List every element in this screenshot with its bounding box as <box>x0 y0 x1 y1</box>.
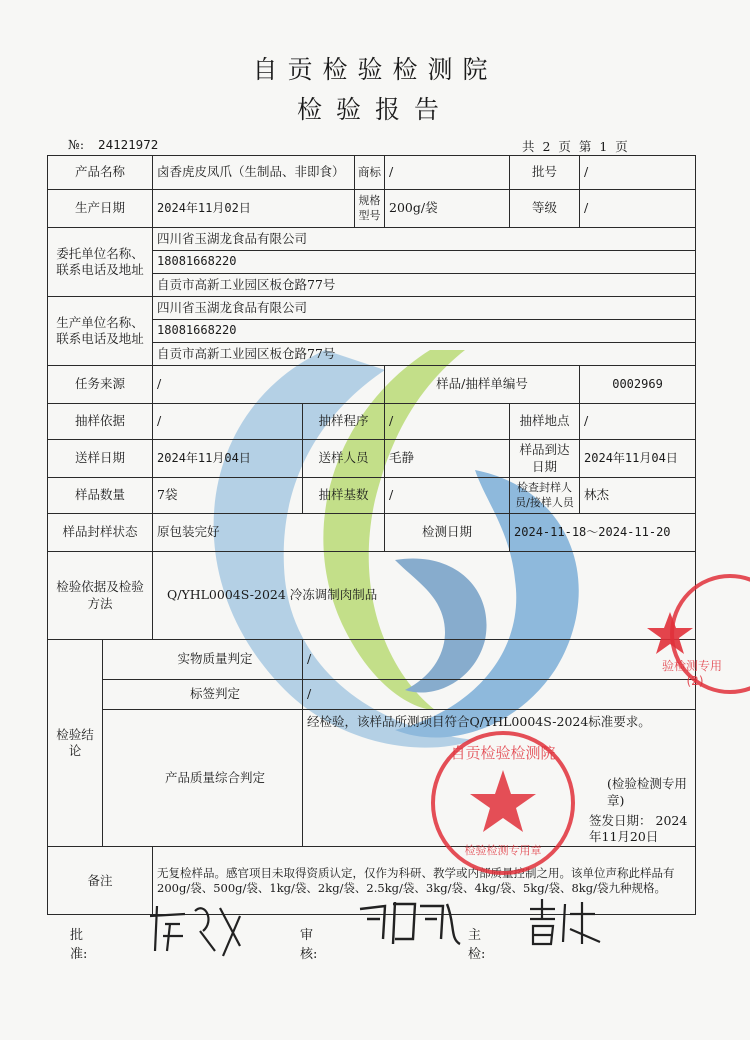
client-phone: 18081668220 <box>153 251 696 274</box>
approve-label: 批准: <box>70 928 88 962</box>
arrival-date-label: 样品到达日期 <box>510 440 580 478</box>
side-stamp <box>630 572 750 702</box>
spec-label: 规格型号 <box>355 190 385 228</box>
task-source-label: 任务来源 <box>48 366 153 404</box>
batch-value: / <box>580 156 696 190</box>
inspection-stamp <box>428 728 578 878</box>
product-name-value: 卤香虎皮凤爪（生制品、非即食） <box>153 156 355 190</box>
approve-signature <box>145 896 245 966</box>
conclusion-label: 检验结论 <box>48 640 103 847</box>
stamp-main-text: 自贡检验检测院 <box>450 744 556 762</box>
physical-quality-label: 实物质量判定 <box>103 640 303 680</box>
sample-no-label: 样品/抽样单编号 <box>385 366 580 404</box>
label-judgement-label: 标签判定 <box>103 680 303 710</box>
producer-name: 四川省玉湖龙食品有限公司 <box>153 297 696 320</box>
method-label: 检验依据及检验方法 <box>48 552 153 640</box>
spec-value: 200g/袋 <box>385 190 510 228</box>
seal-status-label: 样品封样状态 <box>48 514 153 552</box>
table-row <box>48 710 696 847</box>
chief-label: 主检: <box>468 928 486 962</box>
delivery-date-label: 送样日期 <box>48 440 153 478</box>
client-label: 委托单位名称、联系电话及地址 <box>48 228 153 297</box>
seal-status-value: 原包装完好 <box>153 514 385 552</box>
batch-label: 批号 <box>510 156 580 190</box>
report-title: 检验报告 <box>296 95 453 124</box>
table-row <box>48 190 696 228</box>
producer-phone: 18081668220 <box>153 320 696 343</box>
client-address: 自贡市高新工业园区板仓路77号 <box>153 274 696 297</box>
table-row <box>48 680 696 710</box>
table-row <box>48 404 696 440</box>
task-source-value: / <box>153 366 385 404</box>
grade-value: / <box>580 190 696 228</box>
method-value: Q/YHL0004S-2024 冷冻调制肉制品 <box>153 552 696 640</box>
sender-label: 送样人员 <box>303 440 385 478</box>
prod-date-label: 生产日期 <box>48 190 153 228</box>
sampling-site-label: 抽样地点 <box>510 404 580 440</box>
test-date-value: 2024-11-18～2024-11-20 <box>510 514 696 552</box>
test-date-label: 检测日期 <box>385 514 510 552</box>
report-number-label: №: <box>68 137 85 152</box>
report-number <box>68 137 158 152</box>
remarks-label: 备注 <box>48 847 153 915</box>
client-name: 四川省玉湖龙食品有限公司 <box>153 228 696 251</box>
product-name-label: 产品名称 <box>48 156 153 190</box>
remarks-value: 无复检样品。感官项目未取得资质认定，仅作为科研、教学或内部质量控制之用。该单位声称此样品有200g/袋、500g/袋、1kg/袋、2kg/袋、2.5kg/袋、3kg/袋、4kg/袋、5kg/袋、8kg/袋九种规格。 <box>153 847 696 915</box>
delivery-date-value: 2024年11月04日 <box>153 440 303 478</box>
table-row <box>48 478 696 514</box>
physical-quality-value: / <box>303 640 696 680</box>
side-stamp-num: (2) <box>686 674 704 688</box>
sampling-basis-label: 抽样依据 <box>48 404 153 440</box>
overall-judgement-text: 经检验，该样品所测项目符合Q/YHL0004S-2024标准要求。 <box>307 714 651 729</box>
sampling-site-value: / <box>580 404 696 440</box>
institute-title: 自贡检验检测院 <box>252 55 498 84</box>
report-table <box>47 155 696 915</box>
sampling-basis-value: / <box>153 404 303 440</box>
table-row <box>48 156 696 190</box>
sign-date: 签发日期： 2024年11月20日 <box>589 812 688 844</box>
table-row <box>48 514 696 552</box>
side-stamp-text: 验检测专用 <box>661 659 723 673</box>
checker-value: 林杰 <box>580 478 696 514</box>
quantity-value: 7袋 <box>153 478 303 514</box>
producer-label: 生产单位名称、联系电话及地址 <box>48 297 153 366</box>
page-info: 共 2 页 第 1 页 <box>522 139 630 154</box>
report-number-value: 24121972 <box>98 137 159 152</box>
sender-value: 毛静 <box>385 440 510 478</box>
quantity-label: 样品数量 <box>48 478 153 514</box>
review-label: 审核: <box>300 928 318 962</box>
sample-base-label: 抽样基数 <box>303 478 385 514</box>
arrival-date-value: 2024年11月04日 <box>580 440 696 478</box>
stamp-note: (检验检测专用章) <box>607 776 687 808</box>
trademark-value: / <box>385 156 510 190</box>
label-judgement-value: / <box>303 680 696 710</box>
sampling-proc-value: / <box>385 404 510 440</box>
table-row <box>48 366 696 404</box>
table-row <box>48 640 696 680</box>
checker-label: 检查封样人员/接样人员 <box>510 478 580 514</box>
chief-signature <box>525 894 605 954</box>
prod-date-value: 2024年11月02日 <box>153 190 355 228</box>
table-row <box>48 228 696 251</box>
sample-base-value: / <box>385 478 510 514</box>
sampling-proc-label: 抽样程序 <box>303 404 385 440</box>
stamp-main-sub: 检验检测专用章 <box>464 844 542 857</box>
overall-judgement-label: 产品质量综合判定 <box>103 710 303 847</box>
producer-address: 自贡市高新工业园区板仓路77号 <box>153 343 696 366</box>
trademark-label: 商标 <box>355 156 385 190</box>
table-row <box>48 440 696 478</box>
review-signature <box>355 894 465 954</box>
table-row <box>48 552 696 640</box>
table-row <box>48 297 696 320</box>
sample-no-value: 0002969 <box>580 366 696 404</box>
grade-label: 等级 <box>510 190 580 228</box>
